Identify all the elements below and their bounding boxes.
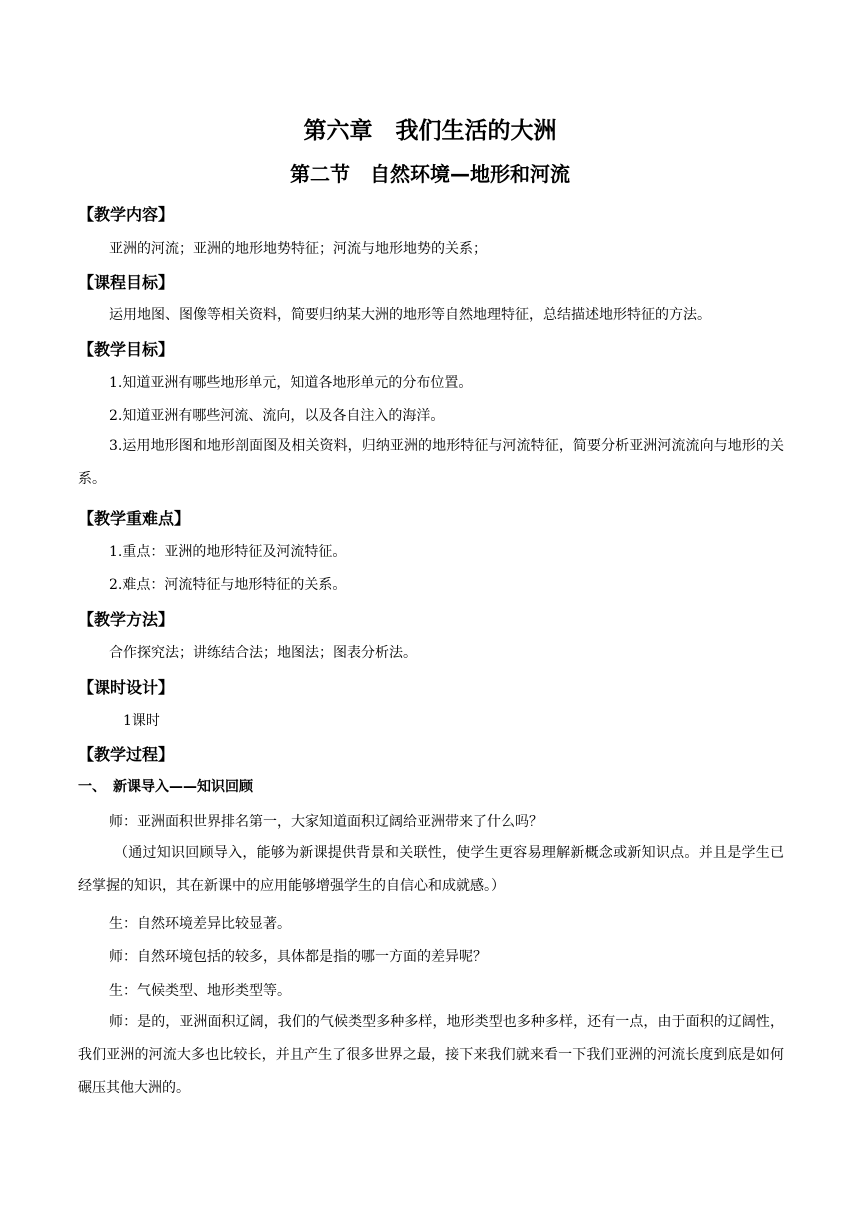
heading-course-goal: 【课程目标】	[78, 273, 175, 292]
heading-teaching-goal: 【教学目标】	[78, 340, 175, 359]
dialogue-line: 生：自然环境差异比较显著。	[109, 916, 291, 932]
chapter-title: 第六章 我们生活的大洲	[303, 118, 557, 144]
methods-text: 合作探究法；讲练结合法；地图法；图表分析法。	[109, 645, 417, 661]
heading-teaching-content: 【教学内容】	[78, 205, 175, 224]
section-title: 第二节 自然环境—地形和河流	[290, 162, 570, 186]
schedule-text: 1课时	[123, 713, 160, 729]
dialogue-line: 师：是的，亚洲面积辽阔，我们的气候类型多种多样，地形类型也多种多样，还有一点，由于面积的辽阔性，我们亚洲的河流大多也比较长，并且产生了很多世界之最，接下来我们就来看一下我们亚洲的河流长度到底是如何碾压其他大洲的。	[78, 1014, 784, 1096]
dialogue-note: （通过知识回顾导入，能够为新课提供背景和关联性，使学生更容易理解新概念或新知识点。并且是学生已经掌握的知识，其在新课中的应用能够增强学生的自信心和成就感。）	[78, 845, 784, 894]
heading-methods: 【教学方法】	[78, 610, 175, 629]
key-point-item: 1.重点：亚洲的地形特征及河流特征。	[109, 544, 347, 560]
dialogue-line: 师：自然环境包括的较多，具体都是指的哪一方面的差异呢？	[109, 949, 487, 965]
dialogue-line: 师：亚洲面积世界排名第一，大家知道面积辽阔给亚洲带来了什么吗？	[109, 814, 543, 830]
course-goal-text: 运用地图、图像等相关资料，简要归纳某大洲的地形等自然地理特征，总结描述地形特征的方法。	[109, 307, 711, 323]
teaching-goal-item: 3.运用地形图和地形剖面图及相关资料，归纳亚洲的地形特征与河流特征，简要分析亚洲河流流向与地形的关系。	[78, 438, 784, 487]
teaching-content-text: 亚洲的河流；亚洲的地形地势特征；河流与地形地势的关系；	[109, 241, 487, 257]
key-point-item: 2.难点：河流特征与地形特征的关系。	[109, 577, 347, 593]
heading-teaching-process: 【教学过程】	[78, 745, 175, 764]
teaching-goal-item: 1.知道亚洲有哪些地形单元，知道各地形单元的分布位置。	[109, 375, 473, 391]
heading-schedule: 【课时设计】	[78, 678, 175, 697]
teaching-goal-item: 2.知道亚洲有哪些河流、流向，以及各自注入的海洋。	[109, 408, 445, 424]
heading-key-points: 【教学重难点】	[78, 509, 191, 528]
dialogue-line: 生：气候类型、地形类型等。	[109, 983, 291, 999]
process-subheading: 一、 新课导入——知识回顾	[78, 779, 253, 795]
